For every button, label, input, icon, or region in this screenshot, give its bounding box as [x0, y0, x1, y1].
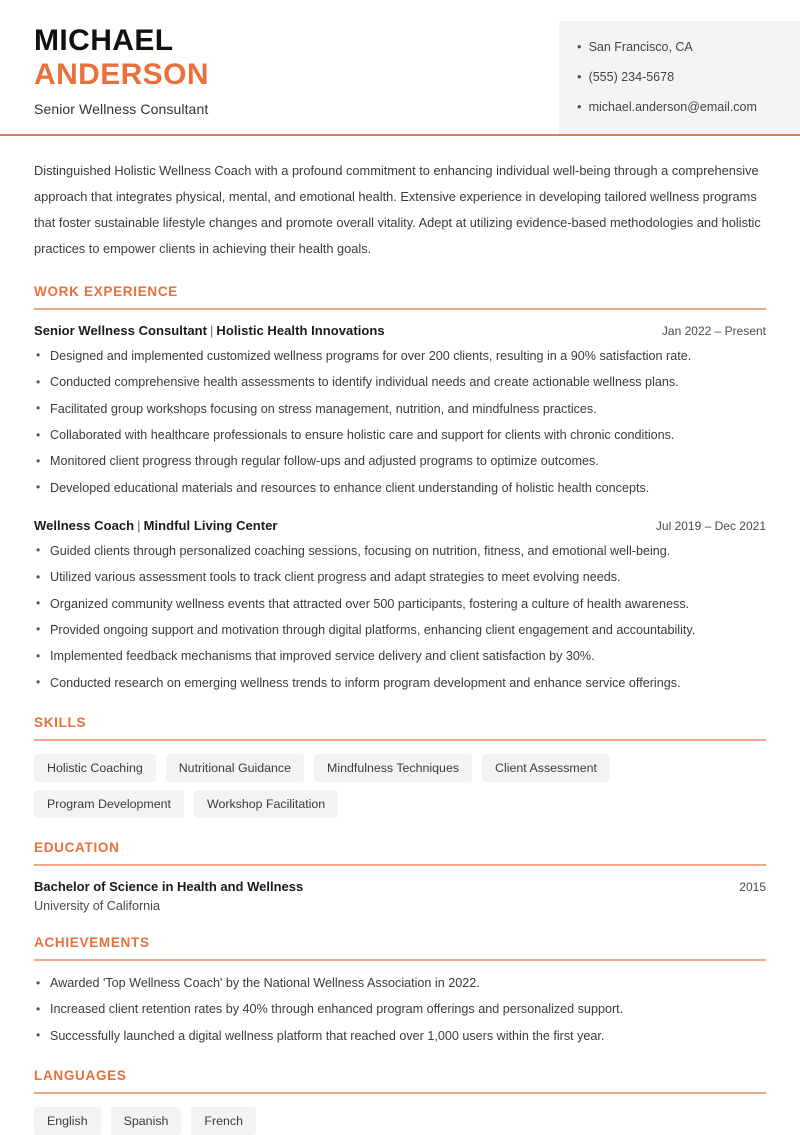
bullet-item: • Guided clients through personalized coaching sessions, focusing on nutrition, fitness, and emotional well-being. — [34, 542, 766, 561]
experience-entry — [34, 323, 766, 498]
skill-pill: Mindfulness Techniques — [314, 754, 472, 782]
experience-company: Mindful Living Center — [143, 517, 278, 533]
experience-date: Jan 2022 – Present — [661, 323, 766, 338]
section-divider — [34, 739, 766, 741]
contact-item-phone[interactable] — [577, 69, 784, 86]
bullet-item: • Organized community wellness events that attracted over 500 participants, fostering a culture of health awareness. — [34, 595, 766, 614]
contact-item-email[interactable] — [577, 99, 784, 116]
bullet-item: • Increased client retention rates by 40% through enhanced program offerings and personalized support. — [34, 1000, 766, 1019]
bullet-item: • Monitored client progress through regular follow-ups and adjusted programs to optimize outcomes. — [34, 452, 766, 471]
experience-bullet-list — [34, 347, 766, 498]
section-title-languages: LANGUAGES — [34, 1067, 127, 1083]
bullet-item: • Developed educational materials and resources to enhance client understanding of holistic health concepts. — [34, 479, 766, 498]
bullet-item: • Implemented feedback mechanisms that improved service delivery and client satisfaction by 30%. — [34, 647, 766, 666]
bullet-item: • Facilitated group workshops focusing on stress management, nutrition, and mindfulness practices. — [34, 400, 766, 419]
skill-pill: Holistic Coaching — [34, 754, 156, 782]
bullet-icon: • — [577, 98, 582, 114]
experience-title-line — [34, 323, 385, 338]
skill-pill: Workshop Facilitation — [194, 790, 338, 818]
title-separator: | — [137, 517, 141, 533]
experience-title-line — [34, 518, 278, 533]
bullet-icon: • — [577, 39, 582, 54]
education-year: 2015 — [739, 880, 766, 895]
first-name: MICHAEL — [34, 24, 174, 57]
experience-role: Senior Wellness Consultant — [34, 322, 207, 338]
bullet-item: • Awarded 'Top Wellness Coach' by the National Wellness Association in 2022. — [34, 974, 766, 993]
last-name: ANDERSON — [34, 57, 209, 91]
resume-header — [0, 0, 800, 136]
experience-company: Holistic Health Innovations — [216, 322, 385, 338]
skill-pill: Client Assessment — [482, 754, 610, 782]
section-title-education: EDUCATION — [34, 840, 120, 856]
professional-title: Senior Wellness Consultant — [34, 101, 209, 118]
contact-email-text: michael.anderson@email.com — [588, 99, 757, 114]
resume-body — [0, 158, 800, 1135]
section-title-skills: SKILLS — [34, 714, 87, 730]
bullet-item: • Provided ongoing support and motivation through digital platforms, enhancing client engagement and accountability. — [34, 621, 766, 640]
bullet-item: • Successfully launched a digital wellness platform that reached over 1,000 users within the first year. — [34, 1027, 766, 1046]
language-pill: English — [34, 1107, 101, 1135]
title-separator: | — [209, 322, 214, 338]
bullet-item: • Conducted research on emerging wellness trends to inform program development and enhance service offerings. — [34, 674, 766, 693]
header-divider — [0, 134, 800, 136]
section-divider — [34, 308, 766, 310]
experience-bullet-list — [34, 542, 766, 693]
section-divider — [34, 864, 766, 866]
skills-pill-list — [34, 754, 766, 819]
section-divider — [34, 1092, 766, 1094]
contact-location-text: San Francisco, CA — [588, 40, 693, 54]
section-work-experience — [34, 284, 766, 693]
section-divider — [34, 959, 766, 961]
contact-phone-text: (555) 234-5678 — [588, 69, 675, 84]
bullet-item: • Conducted comprehensive health assessments to identify individual needs and create actionable wellness plans. — [34, 373, 766, 392]
experience-date: Jul 2019 – Dec 2021 — [655, 518, 766, 533]
section-achievements — [34, 935, 766, 1046]
section-education — [34, 840, 766, 913]
bullet-item: • Collaborated with healthcare professionals to ensure holistic care and support for clients with chronic conditions. — [34, 426, 766, 445]
section-title-achievements: ACHIEVEMENTS — [34, 935, 150, 951]
professional-summary: Distinguished Holistic Wellness Coach with a profound commitment to enhancing individual well-being through a comprehensive approach that integrates physical, mental, and emotional health. Extensive experience in developing tailored wellness programs that foster sustainable lifestyle changes and promote overall vitality. Adept at utilizing evidence-based methodologies and holistic practices to empower clients in achieving their health goals. — [34, 163, 761, 256]
experience-role: Wellness Coach — [34, 517, 135, 533]
education-entry — [34, 879, 766, 913]
contact-item-location — [577, 39, 784, 56]
education-degree: Bachelor of Science in Health and Wellness — [34, 879, 304, 895]
experience-entry-header — [34, 323, 766, 338]
section-title-work-experience: WORK EXPERIENCE — [34, 283, 179, 299]
skill-pill: Nutritional Guidance — [166, 754, 304, 782]
education-institution: University of California — [34, 899, 160, 914]
language-pill: French — [191, 1107, 256, 1135]
contact-info-box — [559, 21, 800, 134]
experience-entry-header — [34, 518, 766, 533]
experience-entry — [34, 518, 766, 693]
language-pill: Spanish — [111, 1107, 182, 1135]
achievements-list — [34, 974, 766, 1046]
header-identity — [0, 0, 209, 117]
bullet-item: • Designed and implemented customized wellness programs for over 200 clients, resulting in a 90% satisfaction rate. — [34, 347, 766, 366]
section-skills — [34, 715, 766, 819]
education-entry-header — [34, 879, 766, 894]
languages-pill-list — [34, 1107, 766, 1135]
skill-pill: Program Development — [34, 790, 184, 818]
bullet-icon: • — [577, 68, 582, 84]
bullet-item: • Utilized various assessment tools to track client progress and adapt strategies to meet evolving needs. — [34, 568, 766, 587]
section-languages — [34, 1068, 766, 1135]
